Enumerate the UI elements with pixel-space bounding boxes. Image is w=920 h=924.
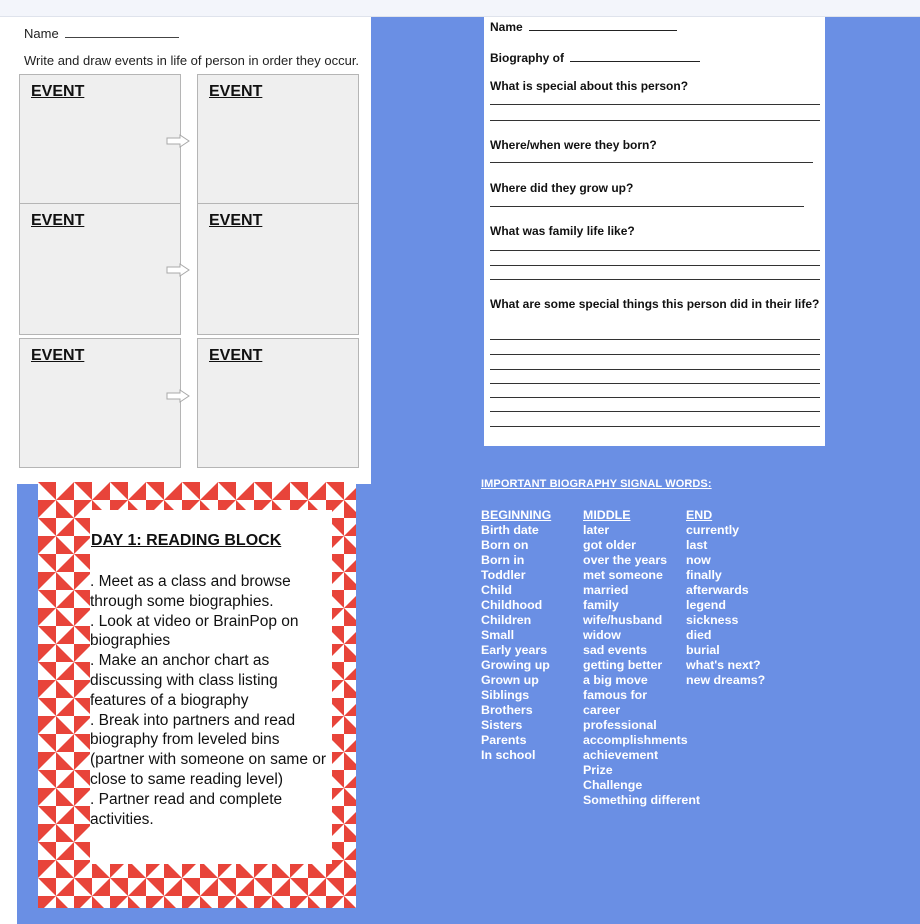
question: What is special about this person? [490, 79, 689, 93]
signal-word: sickness [686, 613, 739, 627]
signal-word: achievement [583, 748, 659, 762]
activity-item: . Look at video or BrainPop on biographies [90, 612, 299, 650]
signal-word: later [583, 523, 610, 537]
signal-word: met someone [583, 568, 663, 582]
signal-word: sad events [583, 643, 648, 657]
signal-word: Toddler [481, 568, 526, 582]
signal-word: married [583, 583, 629, 597]
signal-word: died [686, 628, 712, 642]
signal-word: Children [481, 613, 532, 627]
signal-word: Brothers [481, 703, 533, 717]
signal-word: Child [481, 583, 512, 597]
name-field: Name [490, 19, 677, 34]
signal-word: what's next? [686, 658, 761, 672]
signal-word: career [583, 703, 621, 717]
biography-worksheet [484, 17, 825, 446]
event-box: EVENT [19, 74, 181, 204]
right-arrow-icon [166, 263, 190, 277]
signal-word: famous for [583, 688, 648, 702]
signal-word: Growing up [481, 658, 550, 672]
signal-word: now [686, 553, 711, 567]
signal-word: got older [583, 538, 636, 552]
signal-word: afterwards [686, 583, 749, 597]
signal-word: Small [481, 628, 515, 642]
event-sequence-worksheet [12, 17, 371, 484]
column-header: BEGINNING [481, 508, 552, 522]
signal-word: finally [686, 568, 722, 582]
signal-word: widow [583, 628, 621, 642]
signal-word: Early years [481, 643, 548, 657]
question: Where/when were they born? [490, 138, 657, 152]
signal-word: professional [583, 718, 657, 732]
activity-item: . Meet as a class and browse through some biographies. [90, 573, 291, 610]
signal-word: wife/husband [583, 613, 663, 627]
signal-words-section [481, 478, 766, 807]
biography-of-field: Biography of [490, 50, 700, 65]
signal-word: last [686, 538, 708, 552]
signal-word: Something different [583, 793, 701, 807]
right-arrow-icon [166, 134, 190, 148]
signal-word: Prize [583, 763, 613, 777]
column-header: MIDDLE [583, 508, 631, 522]
signal-word: Siblings [481, 688, 530, 702]
signal-word: Parents [481, 733, 527, 747]
event-box: EVENT [19, 338, 181, 468]
event-box: EVENT [197, 338, 359, 468]
signal-word: a big move [583, 673, 648, 687]
worksheet-instruction: Write and draw events in life of person in order they occur. [24, 53, 360, 68]
signal-word: over the years [583, 553, 668, 567]
end-column [686, 508, 765, 688]
signal-words-title: IMPORTANT BIOGRAPHY SIGNAL WORDS: [481, 478, 712, 490]
signal-word: accomplishments [583, 733, 688, 747]
signal-word: legend [686, 598, 726, 612]
signal-word: Grown up [481, 673, 539, 687]
signal-word: Challenge [583, 778, 643, 792]
signal-word: new dreams? [686, 673, 766, 687]
activity-item: . Break into partners and read biography from leveled bins (partner with someone on same or close to same reading level) [90, 711, 327, 788]
signal-word: currently [686, 523, 740, 537]
question: What was family life like? [490, 224, 635, 238]
signal-word: In school [481, 748, 536, 762]
day1-reading-block-card [38, 482, 356, 908]
signal-word: Born in [481, 553, 525, 567]
signal-word: Childhood [481, 598, 543, 612]
event-box: EVENT [19, 203, 181, 335]
activity-item: . Make an anchor chart as discussing with class listing features of a biography [90, 652, 278, 709]
beginning-column [481, 508, 551, 763]
middle-column [583, 508, 700, 808]
top-toolbar-strip [0, 0, 920, 17]
signal-word: Born on [481, 538, 529, 552]
signal-word: family [583, 598, 619, 612]
signal-word: burial [686, 643, 720, 657]
question: Where did they grow up? [490, 181, 634, 195]
activity-item: . Partner read and complete activities. [90, 790, 283, 828]
event-box: EVENT [197, 74, 359, 204]
column-header: END [686, 508, 713, 522]
right-arrow-icon [166, 389, 190, 403]
name-field: Name [24, 25, 179, 41]
question: What are some special things this person did in their life? [490, 297, 820, 311]
event-box: EVENT [197, 203, 359, 335]
day1-activity-list [90, 572, 330, 829]
signal-word: Sisters [481, 718, 523, 732]
day1-title: DAY 1: READING BLOCK [91, 532, 282, 549]
signal-word: getting better [583, 658, 663, 672]
signal-word: Birth date [481, 523, 539, 537]
